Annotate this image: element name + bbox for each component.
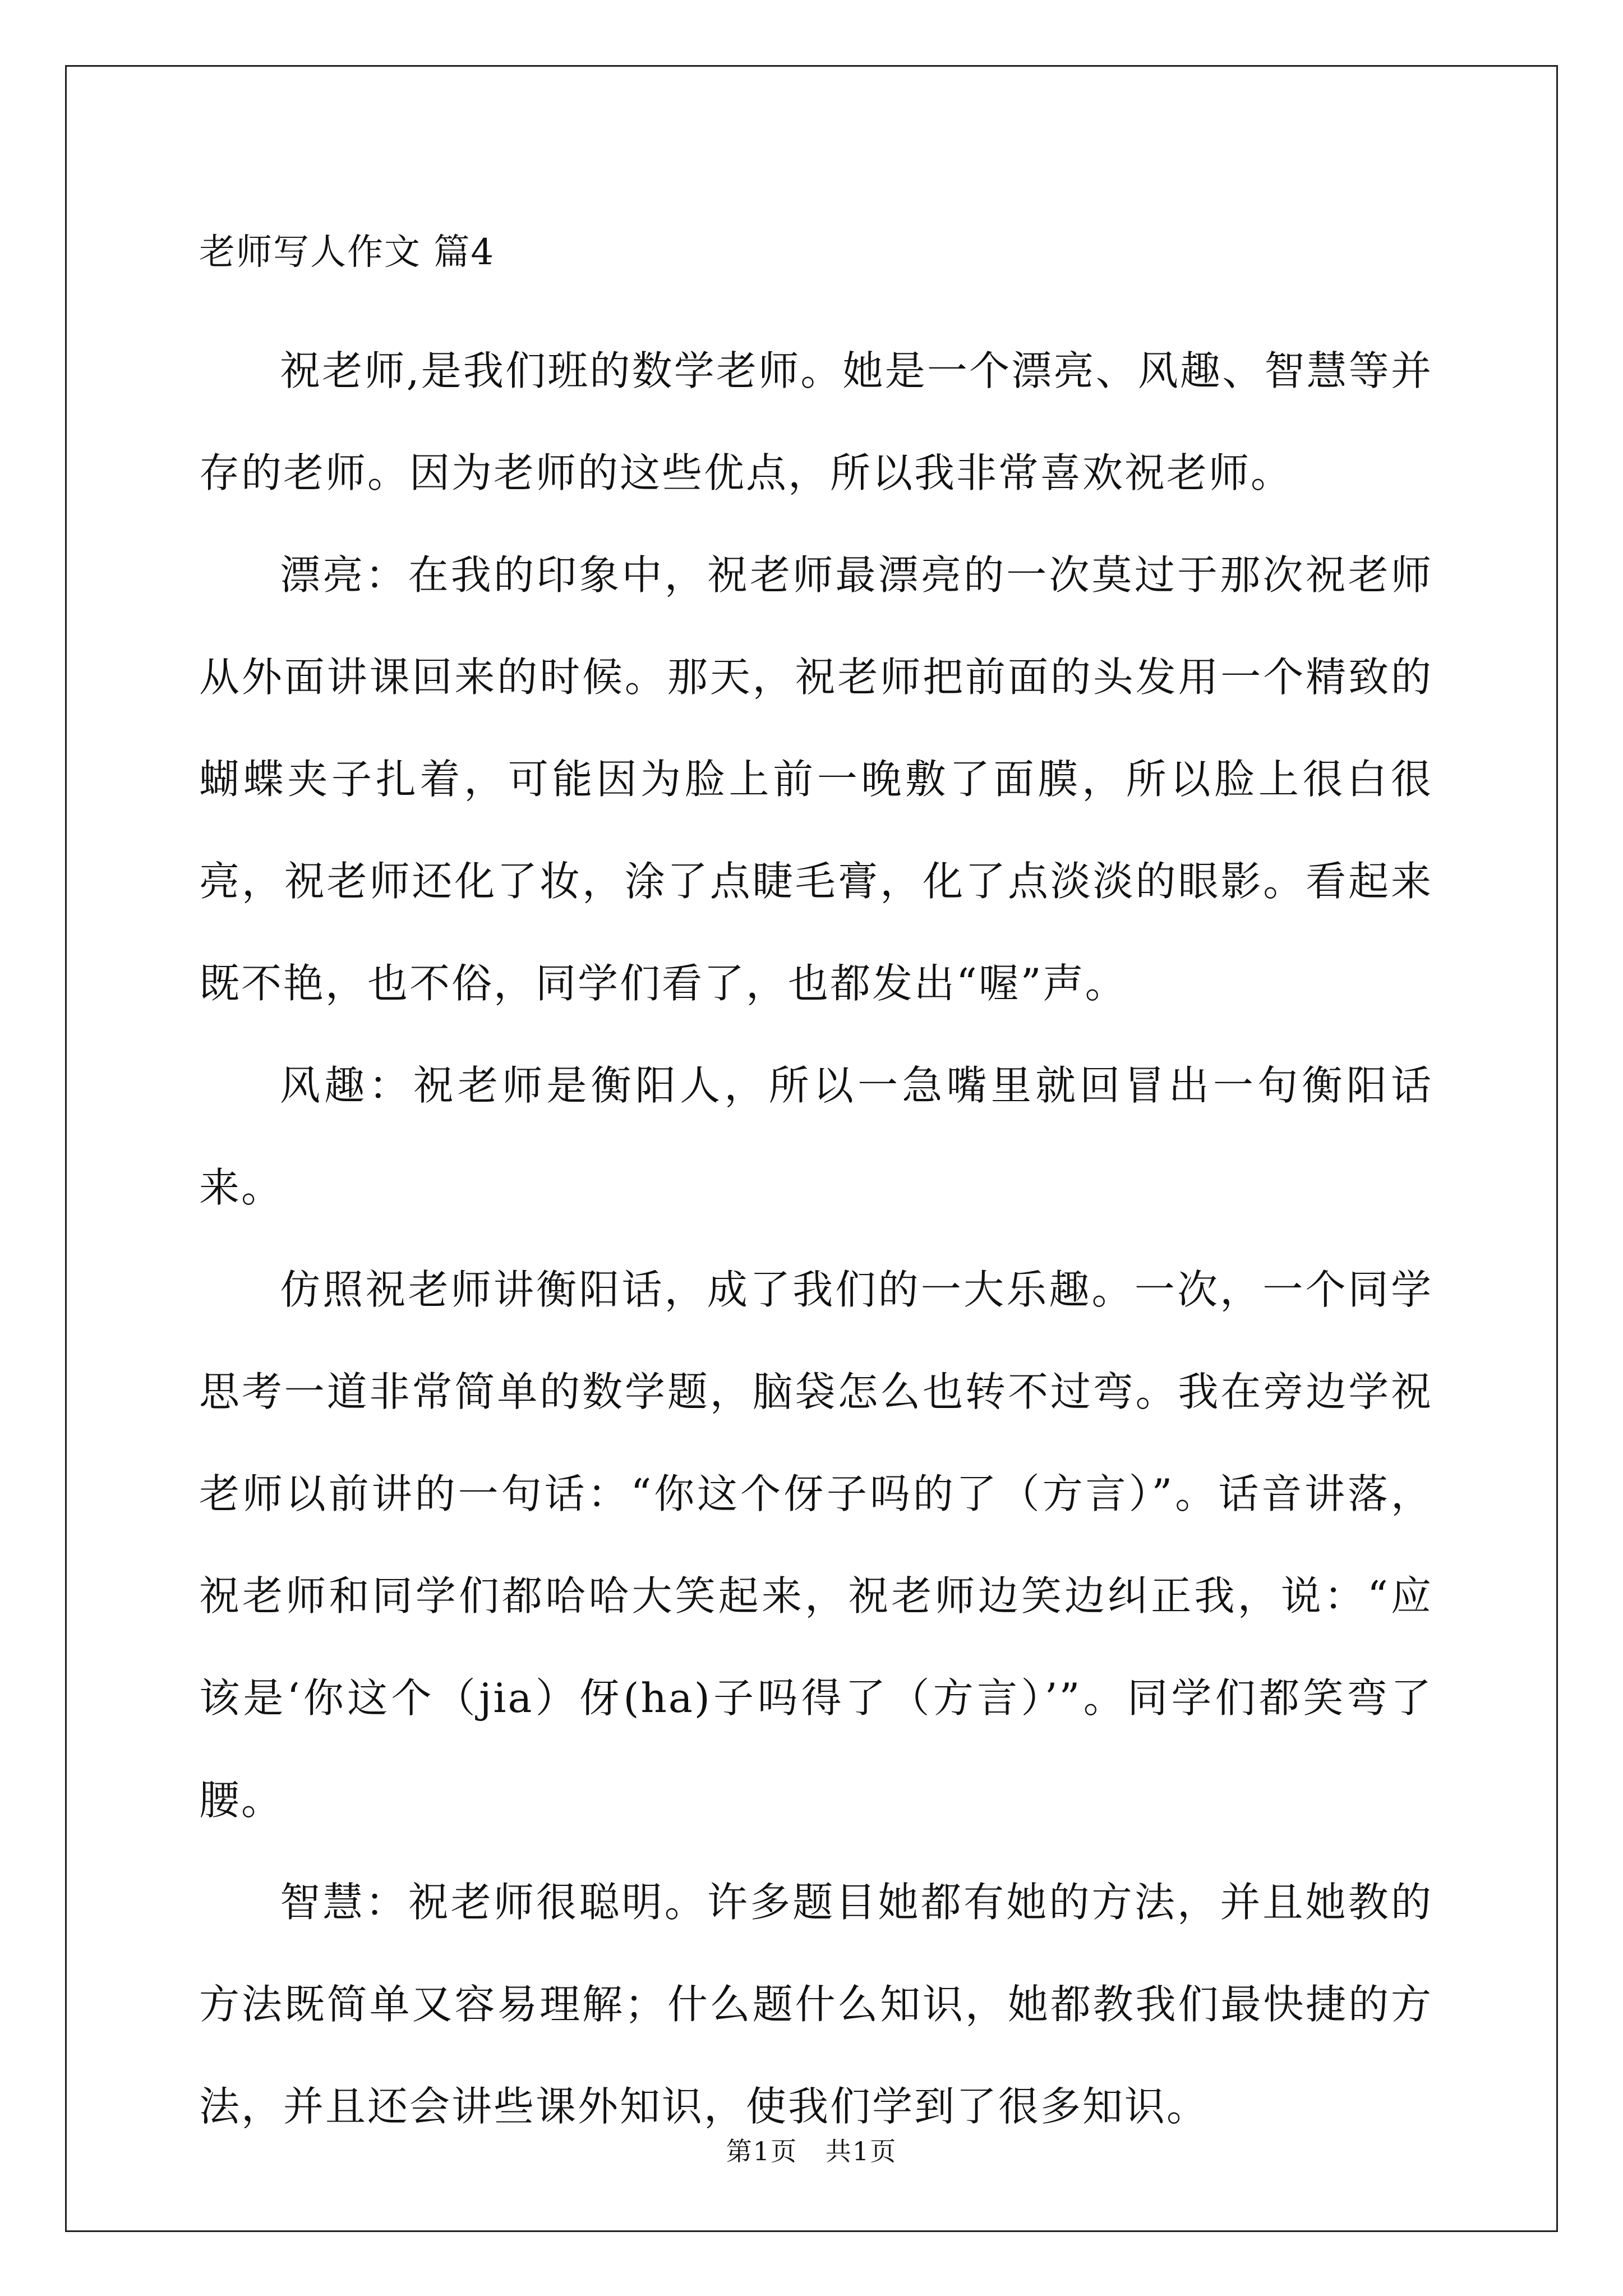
- document-title: 老师写人作文 篇4: [199, 232, 495, 273]
- paragraph-intro: 祝老师,是我们班的数学老师。她是一个漂亮、风趣、智慧等并存的老师。因为老师的这些优点，所以我非常喜欢祝老师。: [199, 347, 1433, 496]
- paragraph-beautiful: 漂亮：在我的印象中，祝老师最漂亮的一次莫过于那次祝老师从外面讲课回来的时候。那天，祝老师把前面的头发用一个精致的蝴蝶夹子扎着，可能因为脸上前一晚敷了面膜，所以脸上很白很亮，祝老师还化了妆，涂了点睫毛膏，化了点淡淡的眼影。看起来既不艳，也不俗，同学们看了，也都发出“喔”声。: [199, 551, 1433, 1007]
- paragraph-wisdom: 智慧：祝老师很聪明。许多题目她都有她的方法，并且她教的方法既简单又容易理解；什么题什么知识，她都教我们最快捷的方法，并且还会讲些课外知识，使我们学到了很多知识。: [199, 1879, 1433, 2130]
- paragraph-dialect-story: 仿照祝老师讲衡阳话，成了我们的一大乐趣。一次，一个同学思考一道非常简单的数学题，脑袋怎么也转不过弯。我在旁边学祝老师以前讲的一句话：“你这个伢子吗的了（方言）”。话音讲落，祝老师和同学们都哈哈大笑起来，祝老师边笑边纠正我，说：“应该是‘你这个（jia）伢(ha)子吗得了（方言）’”。同学们都笑弯了腰。: [199, 1266, 1433, 1824]
- page-number-footer: 第1页 共1页: [726, 2136, 897, 2166]
- document-body: [199, 219, 1433, 2157]
- paragraph-humorous: 风趣：祝老师是衡阳人，所以一急嘴里就回冒出一句衡阳话来。: [199, 1062, 1433, 1211]
